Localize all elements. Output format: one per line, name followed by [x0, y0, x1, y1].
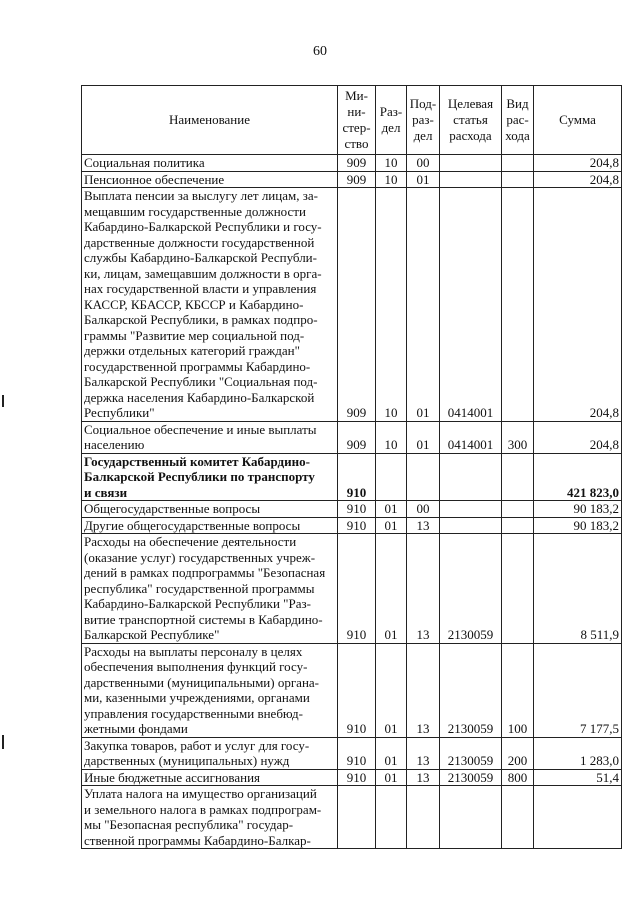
row-expense-type: 100	[502, 643, 534, 737]
row-expense-type: 300	[502, 421, 534, 453]
row-subsection: 13	[407, 769, 440, 786]
row-ministry: 909	[338, 188, 376, 422]
table-row	[82, 155, 622, 172]
row-ministry: 909	[338, 155, 376, 172]
row-section: 01	[376, 737, 407, 769]
row-expense-type: 800	[502, 769, 534, 786]
row-name: Социальная политика	[82, 155, 338, 172]
header-sum: Сумма	[534, 86, 622, 155]
row-expense-type	[502, 171, 534, 188]
row-sum: 7 177,5	[534, 643, 622, 737]
row-sum: 90 183,2	[534, 517, 622, 534]
row-name: Социальное обеспечение и иные выплаты населению	[82, 421, 338, 453]
row-sum: 8 511,9	[534, 534, 622, 644]
row-ministry: 910	[338, 534, 376, 644]
row-ministry: 910	[338, 737, 376, 769]
row-sum: 51,4	[534, 769, 622, 786]
row-ministry: 909	[338, 421, 376, 453]
row-section	[376, 786, 407, 849]
table-row	[82, 421, 622, 453]
row-target-article	[440, 501, 502, 518]
row-sum: 90 183,2	[534, 501, 622, 518]
header-expense-type: Вид рас- хода	[502, 86, 534, 155]
table-row	[82, 737, 622, 769]
row-name: Уплата налога на имущество организаций и земельного налога в рамках подпрограм- мы "Безопасная республика" государ- ственной программы Кабардино-Балкар-	[82, 786, 338, 849]
row-subsection: 01	[407, 188, 440, 422]
row-target-article	[440, 517, 502, 534]
table-row	[82, 453, 622, 501]
row-ministry	[338, 786, 376, 849]
row-sum: 1 283,0	[534, 737, 622, 769]
row-target-article	[440, 171, 502, 188]
row-ministry: 910	[338, 643, 376, 737]
row-sum: 204,8	[534, 188, 622, 422]
row-target-article: 2130059	[440, 643, 502, 737]
header-subsection: Под- раз- дел	[407, 86, 440, 155]
row-name: Государственный комитет Кабардино- Балкарской Республики по транспорту и связи	[82, 453, 338, 501]
row-target-article	[440, 155, 502, 172]
budget-table	[81, 85, 622, 849]
table-row	[82, 534, 622, 644]
row-subsection	[407, 453, 440, 501]
header-target-article: Целевая статья расхода	[440, 86, 502, 155]
row-subsection: 13	[407, 737, 440, 769]
row-name: Расходы на выплаты персоналу в целях обеспечения выполнения функций госу- дарственными (муниципальными) органа- ми, казенными учреждениями, органами управления государственными внебюд- жетными фондами	[82, 643, 338, 737]
row-section: 01	[376, 534, 407, 644]
row-target-article: 2130059	[440, 534, 502, 644]
table-row	[82, 786, 622, 849]
row-target-article	[440, 786, 502, 849]
row-sum	[534, 786, 622, 849]
row-section: 10	[376, 188, 407, 422]
row-subsection: 01	[407, 171, 440, 188]
row-target-article	[440, 453, 502, 501]
table-row	[82, 501, 622, 518]
row-name: Пенсионное обеспечение	[82, 171, 338, 188]
row-expense-type	[502, 188, 534, 422]
scan-margin-mark	[2, 735, 4, 749]
row-section: 01	[376, 517, 407, 534]
table-header-row	[82, 86, 622, 155]
header-section: Раз- дел	[376, 86, 407, 155]
row-target-article: 0414001	[440, 421, 502, 453]
page-number: 60	[313, 44, 327, 59]
row-name: Иные бюджетные ассигнования	[82, 769, 338, 786]
header-ministry: Ми- ни- стер- ство	[338, 86, 376, 155]
row-ministry: 910	[338, 769, 376, 786]
table-row	[82, 188, 622, 422]
row-target-article: 0414001	[440, 188, 502, 422]
row-name: Расходы на обеспечение деятельности (оказание услуг) государственных учреж- дений в рамках подпрограммы "Безопасная республика" государственной программы Кабардино-Балкарской Республики "Раз- витие транспортной системы в Кабардино- Балкарской Республике"	[82, 534, 338, 644]
row-expense-type	[502, 501, 534, 518]
row-name: Общегосударственные вопросы	[82, 501, 338, 518]
row-section: 10	[376, 421, 407, 453]
row-sum: 204,8	[534, 155, 622, 172]
row-expense-type	[502, 786, 534, 849]
row-target-article: 2130059	[440, 737, 502, 769]
row-name: Закупка товаров, работ и услуг для госу- дарственных (муниципальных) нужд	[82, 737, 338, 769]
row-section: 01	[376, 501, 407, 518]
row-subsection: 00	[407, 501, 440, 518]
row-subsection: 00	[407, 155, 440, 172]
row-target-article: 2130059	[440, 769, 502, 786]
row-subsection: 13	[407, 534, 440, 644]
row-section: 01	[376, 769, 407, 786]
row-subsection: 01	[407, 421, 440, 453]
row-expense-type: 200	[502, 737, 534, 769]
row-expense-type	[502, 453, 534, 501]
row-section	[376, 453, 407, 501]
row-section: 01	[376, 643, 407, 737]
row-expense-type	[502, 517, 534, 534]
row-sum: 204,8	[534, 421, 622, 453]
row-expense-type	[502, 155, 534, 172]
row-name: Другие общегосударственные вопросы	[82, 517, 338, 534]
row-section: 10	[376, 155, 407, 172]
scan-margin-mark	[2, 395, 4, 407]
row-name: Выплата пенсии за выслугу лет лицам, за- мещавшим государственные должности Кабардино-Балкарской Республики и госу- дарственные должности государственной службы Кабардино-Балкарской Республи- ки, лицам, замещавшим должности в орга- нах государственной власти и управления КАССР, КБАССР, КБССР и Кабардино- Балкарской Республики, в рамках подпро- граммы "Развитие мер социальной под- держки отдельных категорий граждан" государственной программы Кабардино- Балкарской Республики "Социальная под- держка населения Кабардино-Балкарской Республики"	[82, 188, 338, 422]
row-section: 10	[376, 171, 407, 188]
row-ministry: 910	[338, 501, 376, 518]
table-row	[82, 517, 622, 534]
header-name: Наименование	[82, 86, 338, 155]
table-row	[82, 769, 622, 786]
row-subsection: 13	[407, 517, 440, 534]
row-ministry: 909	[338, 171, 376, 188]
row-expense-type	[502, 534, 534, 644]
row-ministry: 910	[338, 517, 376, 534]
row-subsection	[407, 786, 440, 849]
table-row	[82, 171, 622, 188]
row-sum: 204,8	[534, 171, 622, 188]
row-ministry: 910	[338, 453, 376, 501]
table-row	[82, 643, 622, 737]
row-sum: 421 823,0	[534, 453, 622, 501]
row-subsection: 13	[407, 643, 440, 737]
